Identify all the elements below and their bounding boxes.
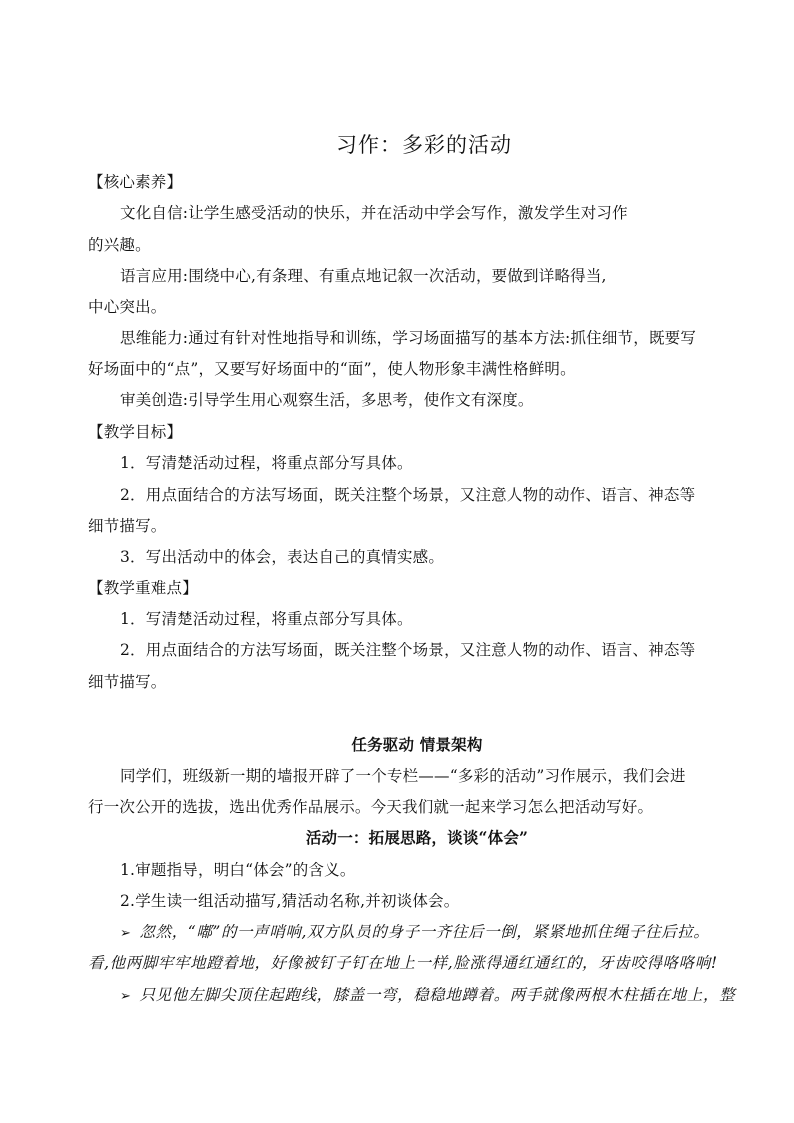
paragraph-line: 文化自信:让学生感受活动的快乐，并在活动中学会写作，激发学生对习作	[120, 204, 628, 222]
paragraph-line: 语言应用:围绕中心,有条理、有重点地记叙一次活动，要做到详略得当,	[120, 267, 607, 285]
paragraph-line: 2.学生读一组活动描写,猜活动名称,并初谈体会。	[120, 892, 460, 910]
paragraph-line: 3．写出活动中的体会，表达自己的真情实感。	[120, 548, 445, 566]
example-text: 只见他左脚尖顶住起跑线，膝盖一弯，稳稳地蹲着。两手就像两根木柱插在地上，整	[139, 986, 736, 1004]
example-line: 看,他两脚牢牢地蹬着地，好像被钉子钉在地上一样,脸涨得通红通红的，牙齿咬得咯咯响!	[88, 954, 718, 972]
paragraph-line: 1．写清楚活动过程，将重点部分写具体。	[120, 610, 413, 628]
paragraph-line: 审美创造:引导学生用心观察生活，多思考，使作文有深度。	[120, 391, 534, 409]
paragraph-line: 2．用点面结合的方法写场面，既关注整个场景，又注意人物的动作、语言、神态等	[120, 641, 696, 659]
paragraph-line: 细节描写。	[88, 673, 167, 691]
paragraph-line: 同学们，班级新一期的墙报开辟了一个专栏——“多彩的活动”习作展示，我们会进	[120, 767, 686, 785]
section-heading-activity-1: 活动一：拓展思路，谈谈“体会”	[305, 828, 529, 847]
example-line	[0, 985, 794, 1007]
paragraph-line: 1.审题指导，明白“体会”的含义。	[120, 861, 356, 879]
example-line	[0, 922, 794, 944]
example-text: 忽然，“嘟”的一声哨响,双方队员的身子一齐往后一倒，紧紧地抓住绳子往后拉。	[139, 923, 710, 941]
section-heading-core-literacy: 【核心素养】	[88, 173, 183, 191]
paragraph-line: 好场面中的“点”，又要写好场面中的“面”，使人物形象丰满性格鲜明。	[88, 360, 576, 378]
section-heading-goals: 【教学目标】	[88, 423, 183, 441]
arrow-bullet-icon: ➢	[120, 926, 132, 941]
section-heading-key-points: 【教学重难点】	[88, 579, 198, 597]
paragraph-line: 2．用点面结合的方法写场面，既关注整个场景，又注意人物的动作、语言、神态等	[120, 486, 696, 504]
arrow-bullet-icon: ➢	[120, 989, 132, 1004]
paragraph-line: 行一次公开的选拔，选出优秀作品展示。今天我们就一起来学习怎么把活动写好。	[88, 798, 654, 816]
paragraph-line: 中心突出。	[88, 298, 167, 316]
page-title: 习作：多彩的活动	[336, 133, 512, 157]
paragraph-line: 细节描写。	[88, 517, 167, 535]
paragraph-line: 思维能力:通过有针对性地指导和训练，学习场面描写的基本方法:抓住细节，既要写	[120, 329, 697, 347]
paragraph-line: 1．写清楚活动过程，将重点部分写具体。	[120, 454, 413, 472]
section-heading-task: 任务驱动 情景架构	[351, 735, 483, 754]
paragraph-line: 的兴趣。	[88, 236, 151, 254]
